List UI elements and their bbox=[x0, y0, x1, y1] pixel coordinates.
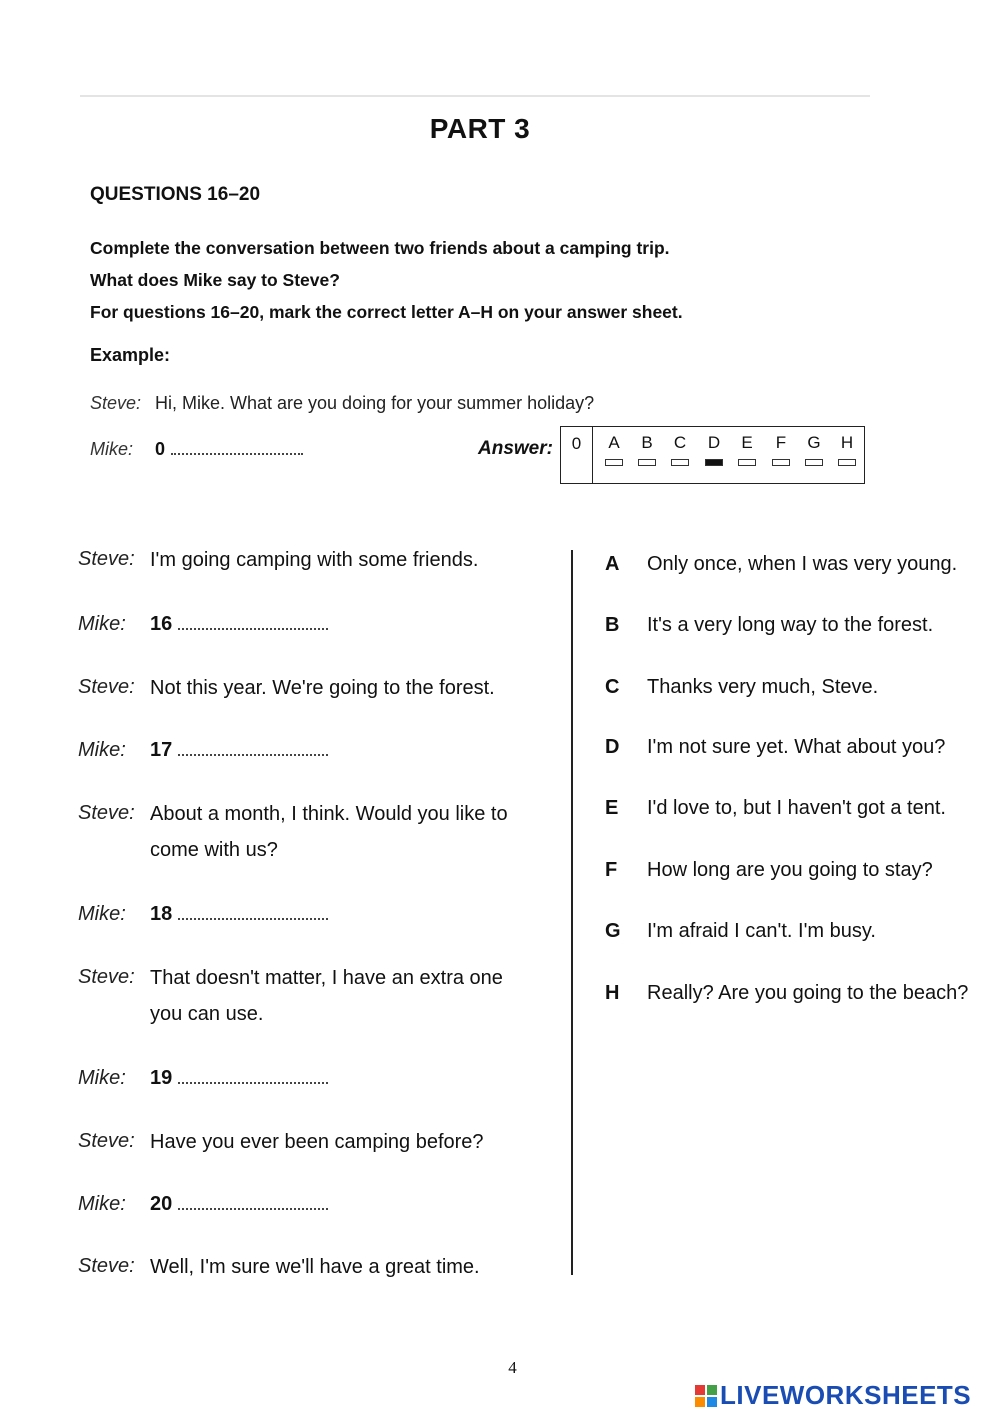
answer-letter: C bbox=[673, 433, 687, 452]
dotted-blank bbox=[178, 1069, 328, 1084]
example-speaker-mike: Mike: bbox=[90, 439, 134, 459]
dotted-blank bbox=[171, 440, 303, 455]
example-answer-blank bbox=[155, 439, 303, 460]
dialogue-line: Not this year. We're going to the forest. bbox=[150, 677, 495, 699]
answer-bubble bbox=[671, 459, 689, 466]
questions-heading: QUESTIONS 16–20 bbox=[90, 184, 261, 205]
dialogue-line: I'm going camping with some friends. bbox=[150, 549, 479, 571]
top-rule bbox=[80, 95, 870, 97]
question-number: 17 bbox=[150, 739, 173, 761]
answer-option-g bbox=[797, 432, 831, 466]
liveworksheets-logo bbox=[695, 1380, 971, 1411]
dialogue-speaker-mike: Mike: bbox=[78, 1193, 126, 1215]
answer-letter: H bbox=[840, 433, 854, 452]
dotted-blank bbox=[178, 615, 328, 630]
option-text-g: I'm afraid I can't. I'm busy. bbox=[647, 920, 876, 942]
answer-bubble bbox=[772, 459, 790, 466]
dotted-blank bbox=[178, 741, 328, 756]
instruction-line: Complete the conversation between two friends about a camping trip. bbox=[90, 238, 670, 258]
answer-bubble bbox=[838, 459, 856, 466]
option-letter-b: B bbox=[605, 614, 620, 636]
dialogue-speaker-mike: Mike: bbox=[78, 613, 126, 635]
answer-blank-16 bbox=[150, 613, 328, 636]
option-text-a: Only once, when I was very young. bbox=[647, 553, 958, 575]
answer-letter: E bbox=[741, 433, 753, 452]
example-label: Example: bbox=[90, 345, 171, 365]
logo-square bbox=[695, 1397, 705, 1407]
answer-label: Answer: bbox=[478, 438, 553, 459]
dotted-blank bbox=[178, 905, 328, 920]
answer-bubble-selected bbox=[705, 459, 723, 466]
answer-letter: F bbox=[775, 433, 787, 452]
option-text-b: It's a very long way to the forest. bbox=[647, 614, 934, 636]
example-steve-line: Hi, Mike. What are you doing for your summer holiday? bbox=[155, 393, 595, 413]
answer-bubble bbox=[805, 459, 823, 466]
dialogue-line: About a month, I think. Would you like to come with us? bbox=[150, 803, 508, 861]
answer-grid-number: 0 bbox=[561, 427, 593, 483]
answer-option-d bbox=[697, 432, 731, 466]
option-letter-a: A bbox=[605, 553, 620, 575]
answer-grid bbox=[560, 426, 865, 484]
dialogue-line: Well, I'm sure we'll have a great time. bbox=[150, 1256, 480, 1278]
dialogue-speaker-mike: Mike: bbox=[78, 739, 126, 761]
example-number: 0 bbox=[155, 439, 166, 459]
option-text-f: How long are you going to stay? bbox=[647, 859, 933, 881]
question-number: 18 bbox=[150, 903, 173, 925]
question-number: 19 bbox=[150, 1067, 173, 1089]
dialogue-speaker-steve: Steve: bbox=[78, 1255, 135, 1277]
answer-letter: B bbox=[641, 433, 653, 452]
option-letter-e: E bbox=[605, 797, 619, 819]
answer-option-e bbox=[730, 432, 764, 466]
answer-bubble bbox=[605, 459, 623, 466]
logo-icon bbox=[695, 1385, 717, 1407]
answer-option-h bbox=[830, 432, 864, 466]
example-speaker-steve: Steve: bbox=[90, 393, 142, 413]
dialogue-speaker-steve: Steve: bbox=[78, 802, 135, 824]
column-divider bbox=[571, 550, 573, 1275]
logo-square bbox=[707, 1385, 717, 1395]
question-number: 20 bbox=[150, 1193, 173, 1215]
answer-bubble bbox=[638, 459, 656, 466]
option-letter-d: D bbox=[605, 736, 620, 758]
option-text-e: I'd love to, but I haven't got a tent. bbox=[647, 797, 946, 819]
answer-letter: D bbox=[707, 433, 721, 452]
option-text-h: Really? Are you going to the beach? bbox=[647, 982, 969, 1004]
option-text-d: I'm not sure yet. What about you? bbox=[647, 736, 946, 758]
page-title: PART 3 bbox=[429, 113, 531, 144]
instruction-line: What does Mike say to Steve? bbox=[90, 270, 340, 290]
dialogue-speaker-mike: Mike: bbox=[78, 903, 126, 925]
answer-bubble bbox=[738, 459, 756, 466]
answer-blank-20 bbox=[150, 1193, 328, 1216]
answer-option-f bbox=[764, 432, 798, 466]
answer-blank-18 bbox=[150, 903, 328, 926]
answer-blank-19 bbox=[150, 1067, 328, 1090]
answer-option-c bbox=[663, 432, 697, 466]
dialogue-speaker-steve: Steve: bbox=[78, 676, 135, 698]
page-number: 4 bbox=[508, 1358, 517, 1377]
dialogue-line: That doesn't matter, I have an extra one you can use. bbox=[150, 967, 503, 1025]
option-letter-h: H bbox=[605, 982, 620, 1004]
dialogue-speaker-steve: Steve: bbox=[78, 1130, 135, 1152]
answer-letter: A bbox=[608, 433, 620, 452]
logo-square bbox=[707, 1397, 717, 1407]
option-letter-g: G bbox=[605, 920, 621, 942]
dialogue-line: Have you ever been camping before? bbox=[150, 1131, 484, 1153]
instruction-line: For questions 16–20, mark the correct letter A–H on your answer sheet. bbox=[90, 302, 683, 322]
dialogue-speaker-mike: Mike: bbox=[78, 1067, 126, 1089]
question-number: 16 bbox=[150, 613, 173, 635]
dotted-blank bbox=[178, 1195, 328, 1210]
answer-letter: G bbox=[807, 433, 821, 452]
answer-option-a bbox=[597, 432, 631, 466]
option-text-c: Thanks very much, Steve. bbox=[647, 676, 879, 698]
answer-blank-17 bbox=[150, 739, 328, 762]
logo-square bbox=[695, 1385, 705, 1395]
dialogue-speaker-steve: Steve: bbox=[78, 548, 135, 570]
option-letter-f: F bbox=[605, 859, 618, 881]
answer-option-b bbox=[630, 432, 664, 466]
dialogue-speaker-steve: Steve: bbox=[78, 966, 135, 988]
brand-text: LIVEWORKSHEETS bbox=[720, 1380, 972, 1410]
option-letter-c: C bbox=[605, 676, 620, 698]
